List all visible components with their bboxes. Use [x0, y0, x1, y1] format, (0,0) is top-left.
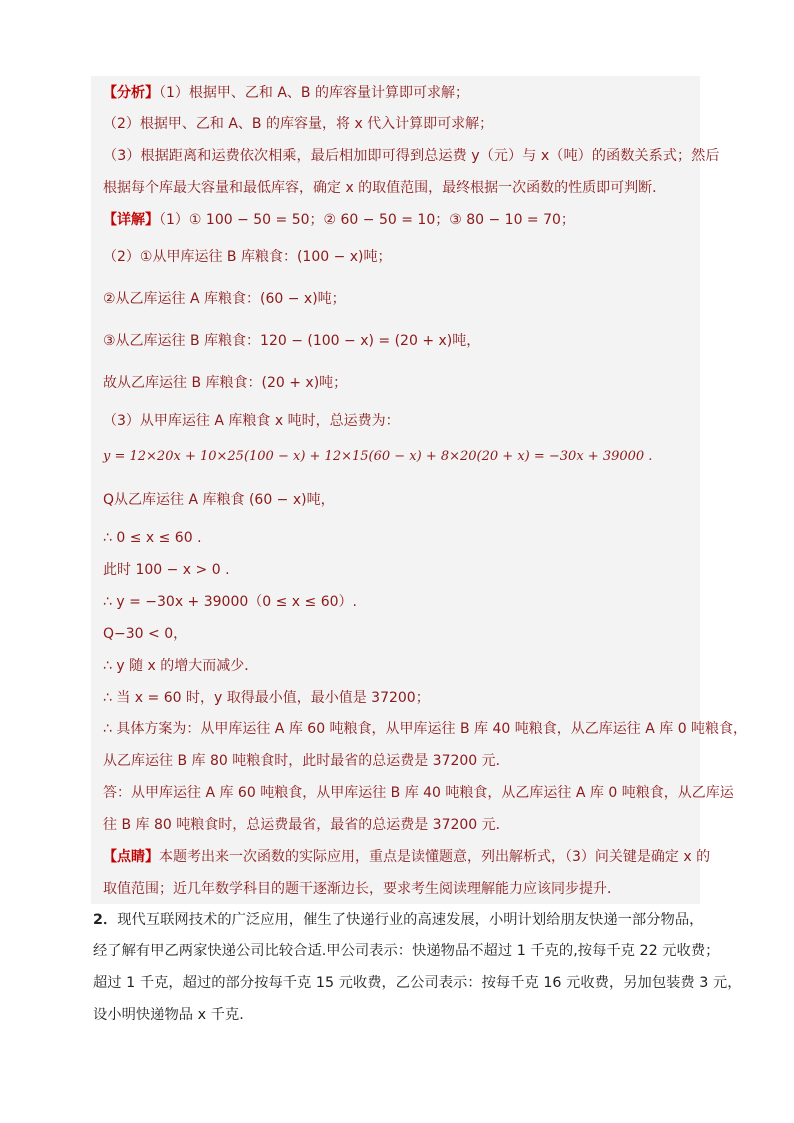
detail-line-11: ∴ y = −30x + 39000（0 ≤ x ≤ 60）. — [103, 594, 357, 610]
analysis-line-4: 根据每个库最大容量和最低库容，确定 x 的取值范围，最终根据一次函数的性质即可判断． — [103, 180, 667, 196]
detail-text-1: （1）① 100 − 50 = 50；② 60 − 50 = 10；③ 80 − 10 = 70； — [159, 212, 575, 228]
problem-line-3: 超过 1 千克，超过的部分按每千克 15 元收费，乙公司表示：按每千克 16 元收费，另加包装费 3 元， — [93, 975, 742, 991]
detail-line-10: 此时 100 − x > 0 . — [103, 562, 230, 578]
problem-line-1 — [93, 910, 703, 930]
analysis-text-1: （1）根据甲、乙和 A、B 的库容量计算即可求解； — [159, 85, 469, 101]
comment-line-1 — [103, 847, 710, 867]
answer-line-1: 答：从甲库运往 A 库 60 吨粮食，从甲库运往 B 库 40 吨粮食，从乙库运往 A 库 0 吨粮食，从乙库运 — [103, 785, 734, 801]
analysis-line-2: （2）根据甲、乙和 A、B 的库容量，将 x 代入计算即可求解； — [103, 116, 494, 132]
analysis-line-1 — [103, 83, 469, 103]
detail-line-9: ∴ 0 ≤ x ≤ 60 . — [103, 530, 202, 546]
detail-line-13: ∴ y 随 x 的增大而减少． — [103, 658, 259, 674]
answer-line-2: 往 B 库 80 吨粮食时，总运费最省，最省的总运费是 37200 元． — [103, 817, 510, 833]
cost-formula: y = 12×20x + 10×25(100 − x) + 12×15(60 − x) + 8×20(20 + x) = −30x + 39000 . — [103, 449, 653, 464]
problem-line-4: 设小明快递物品 x 千克. — [93, 1007, 244, 1023]
problem-text-1: 现代互联网技术的广泛应用，催生了快递行业的高速发展，小明计划给朋友快递一部分物品， — [117, 912, 704, 928]
detail-line-6: （3）从甲库运往 A 库粮食 x 吨时，总运费为： — [103, 413, 400, 429]
comment-tag: 【点睛】 — [103, 849, 159, 865]
detail-line-2: （2）①从甲库运往 B 库粮食：(100 − x)吨； — [103, 249, 392, 265]
detail-line-8: Q从乙库运往 A 库粮食 (60 − x)吨， — [103, 492, 335, 508]
detail-line-4: ③从乙库运往 B 库粮食：120 − (100 − x) = (20 + x)吨， — [103, 333, 481, 349]
problem-line-2: 经了解有甲乙两家快递公司比较合适.甲公司表示：快递物品不超过 1 千克的,按每千克 22 元收费； — [93, 943, 720, 959]
detail-tag: 【详解】 — [103, 212, 159, 228]
comment-line-2: 取值范围；近几年数学科目的题干逐渐边长，要求考生阅读理解能力应该同步提升． — [103, 881, 621, 897]
detail-line-15: ∴ 具体方案为：从甲库运往 A 库 60 吨粮食，从甲库运往 B 库 40 吨粮食，从乙库运往 A 库 0 吨粮食， — [103, 721, 748, 737]
comment-text-1: 本题考出来一次函数的实际应用，重点是读懂题意，列出解析式，（3）问关键是确定 x 的 — [159, 849, 711, 865]
detail-line-14: ∴ 当 x = 60 时，y 取得最小值，最小值是 37200； — [103, 690, 430, 706]
problem-number: 2． — [93, 912, 118, 928]
detail-line-12: Q−30 < 0， — [103, 626, 188, 642]
detail-line-3: ②从乙库运往 A 库粮食：(60 − x)吨； — [103, 291, 346, 307]
analysis-line-3: （3）根据距离和运费依次相乘，最后相加即可得到总运费 y（元）与 x（吨）的函数关系式；然后 — [103, 148, 720, 164]
detail-line-5: 故从乙库运往 B 库粮食：(20 + x)吨； — [103, 375, 348, 391]
detail-line-16: 从乙库运往 B 库 80 吨粮食时，此时最省的总运费是 37200 元． — [103, 753, 510, 769]
analysis-tag: 【分析】 — [103, 85, 159, 101]
detail-line-1 — [103, 210, 575, 230]
